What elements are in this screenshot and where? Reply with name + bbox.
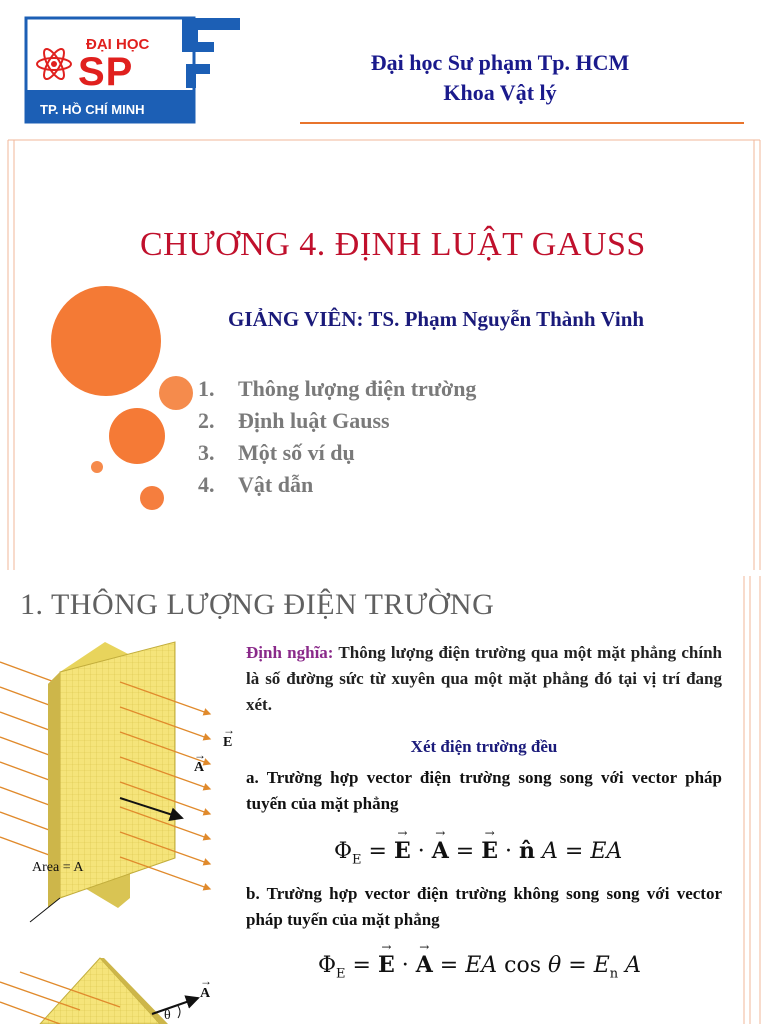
decorative-circle bbox=[91, 461, 103, 473]
definition-text: Thông lượng điện trường qua một mặt phẳng chính là số đường sức từ xuyên qua một mặt phẳng đó tại vị trí đang xét. bbox=[246, 643, 723, 714]
flux-equation-parallel: $\Phi_E$ = → E · → A = → E · n̂ A = EA bbox=[334, 838, 622, 867]
header-divider bbox=[300, 122, 744, 124]
case-a-text: a. Trường hợp vector điện trường song song với vector pháp tuyến của mặt phẳng bbox=[246, 768, 722, 813]
flux-diagram bbox=[0, 632, 240, 1024]
university-name: Đại học Sư phạm Tp. HCM bbox=[370, 50, 630, 75]
area-vector-label-2: → A bbox=[200, 986, 210, 1002]
logo-text-main: SP bbox=[78, 50, 134, 94]
logo-text-bottom: TP. HỒ CHÍ MINH bbox=[40, 102, 145, 117]
angle-label: θ bbox=[164, 1008, 171, 1023]
decorative-circle bbox=[140, 486, 164, 510]
toc-item: 1. Thông lượng điện trường bbox=[198, 376, 477, 401]
decorative-circle bbox=[159, 376, 193, 410]
toc-item: 3. Một số ví dụ bbox=[198, 440, 355, 465]
logo-text-top: ĐẠI HỌC bbox=[86, 36, 150, 53]
case-b-text: b. Trường hợp vector điện trường không song song với vector pháp tuyến của mặt phẳng bbox=[246, 884, 722, 929]
toc-item: 4. Vật dẫn bbox=[198, 472, 314, 497]
uniform-field-heading: Xét điện trường đều bbox=[410, 737, 558, 756]
decorative-circle bbox=[109, 408, 165, 464]
slide-electric-flux bbox=[0, 576, 768, 1024]
decorative-circle bbox=[51, 286, 161, 396]
table-of-contents bbox=[198, 373, 476, 501]
area-label: Area = A bbox=[32, 860, 84, 875]
faculty-name: Khoa Vật lý bbox=[443, 80, 557, 105]
chapter-title: CHƯƠNG 4. ĐỊNH LUẬT GAUSS bbox=[140, 226, 646, 263]
lecturer-name: GIẢNG VIÊN: TS. Phạm Nguyễn Thành Vinh bbox=[228, 307, 645, 331]
university-logo bbox=[14, 16, 242, 126]
flux-equation-angled: $\Phi_E$ = → E · → A = EA $\cos \theta = E_n$ A bbox=[318, 952, 641, 981]
toc-item: 2. Định luật Gauss bbox=[198, 408, 390, 433]
definition-label: Định nghĩa: bbox=[246, 643, 334, 662]
section-title: 1. THÔNG LƯỢNG ĐIỆN TRƯỜNG bbox=[20, 588, 495, 621]
definition-paragraph bbox=[246, 640, 722, 718]
area-vector-label: → A bbox=[194, 760, 204, 776]
institution-header bbox=[300, 48, 700, 108]
field-vector-label: → E bbox=[223, 735, 232, 751]
